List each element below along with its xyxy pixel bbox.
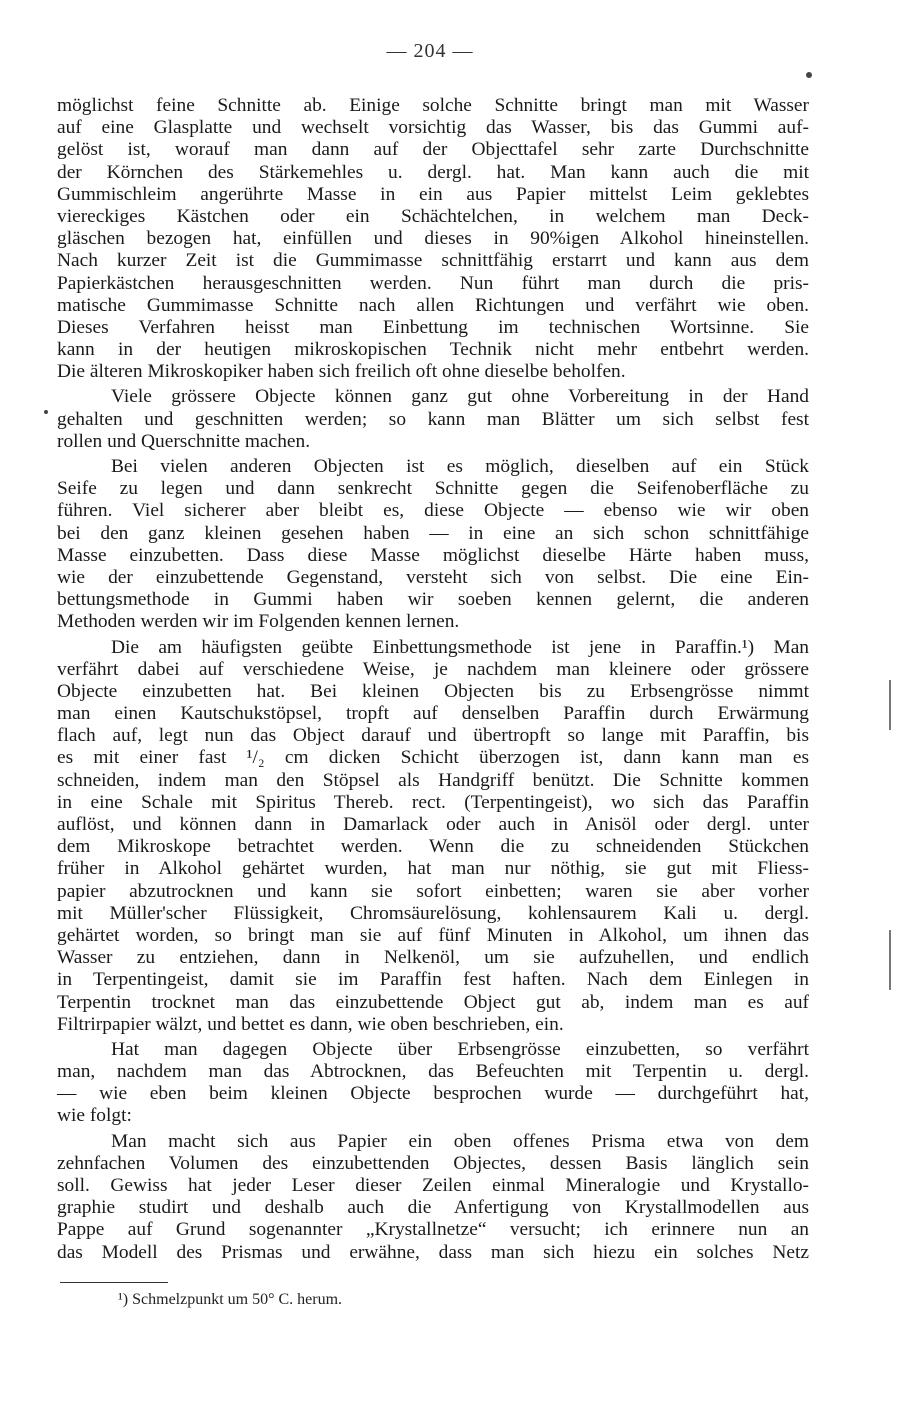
text-line: graphie studirt und deshalb auch die Anfertigung von Krystallmodellen aus [57, 1197, 809, 1219]
text-line: viereckiges Kästchen oder ein Schächtelchen, in welchem man Deck- [57, 205, 809, 227]
text-line: Filtrirpapier wälzt, und bettet es dann, wie oben beschrieben, ein. [57, 1013, 564, 1035]
text-line: Viele grössere Objecte können ganz gut ohne Vorbereitung in der Hand [111, 386, 809, 408]
text-line: Die am häufigsten geübte Einbettungsmethode ist jene in Paraffin.¹) Man [111, 636, 809, 658]
text-line: auflöst, und können dann in Damarlack oder auch in Anisöl oder dergl. unter [57, 814, 809, 835]
text-line: Die älteren Mikroskopiker haben sich freilich oft ohne dieselbe beholfen. [57, 361, 626, 383]
text-line: Hat man dagegen Objecte über Erbsengrösse einzubetten, so verfährt [111, 1038, 809, 1060]
text-line: bei den ganz kleinen gesehen haben — in eine an sich schon schnittfähige [57, 522, 809, 544]
text-line: es mit einer fast ¹/₂ cm dicken Schicht überzogen ist, dann kann man es [57, 747, 809, 769]
text-line: wie folgt: [57, 1105, 132, 1127]
text-line: matische Gummimasse Schnitte nach allen Richtungen und verfährt wie oben. [57, 294, 809, 316]
text-line: auf eine Glasplatte und wechselt vorsichtig das Wasser, bis das Gummi auf- [57, 117, 809, 139]
margin-mark [889, 930, 891, 990]
text-line: mit Müller'scher Flüssigkeit, Chromsäurelösung, kohlensaurem Kali u. dergl. [57, 902, 809, 924]
text-line: Dieses Verfahren heisst man Einbettung im technischen Wortsinne. Sie [57, 316, 809, 338]
text-line: Pappe auf Grund sogenannter „Krystallnetze“ versucht; ich erinnere nun an [57, 1219, 809, 1241]
text-line: in eine Schale mit Spiritus Thereb. rect. (Terpentingeist), wo sich das Paraffin [57, 791, 809, 813]
text-line: das Modell des Prismas und erwähne, dass man sich hiezu ein solches Netz [57, 1241, 809, 1263]
ink-speck [806, 72, 812, 78]
text-line: zehnfachen Volumen des einzubettenden Objectes, dessen Basis länglich sein [57, 1152, 809, 1174]
text-line: der Körnchen des Stärkemehles u. dergl. hat. Man kann auch die mit [57, 161, 809, 183]
text-line: Methoden werden wir im Folgenden kennen lernen. [57, 611, 460, 633]
text-line: früher in Alkohol gehärtet wurden, hat man nur nöthig, sie gut mit Fliess- [57, 858, 809, 880]
text-line: Papierkästchen herausgeschnitten werden. Nun führt man durch die pris- [57, 272, 809, 294]
text-line: dem Mikroskope betrachtet werden. Wenn die zu schneidenden Stückchen [57, 836, 809, 858]
text-line: führen. Viel sicherer aber bleibt es, diese Objecte — ebenso wie wir oben [57, 500, 809, 522]
text-line: in Terpentingeist, damit sie im Paraffin fest haften. Nach dem Einlegen in [57, 969, 809, 991]
text-line: papier abzutrocknen und kann sie sofort einbetten; waren sie aber vorher [57, 880, 809, 902]
footnote: ¹) Schmelzpunkt um 50° C. herum. [118, 1291, 343, 1308]
text-line: rollen und Querschnitte machen. [57, 430, 311, 452]
text-line: gelöst ist, worauf man dann auf der Objecttafel sehr zarte Durchschnitte [57, 139, 809, 161]
text-line: möglichst feine Schnitte ab. Einige solche Schnitte bringt man mit Wasser [57, 95, 809, 116]
text-line: Nach kurzer Zeit ist die Gummimasse schnittfähig erstarrt und kann aus dem [57, 250, 809, 272]
text-line: man, nachdem man das Abtrocknen, das Befeuchten mit Terpentin u. dergl. [57, 1061, 809, 1083]
text-line: flach auf, legt nun das Object darauf und übertropft so lange mit Paraffin, bis [57, 725, 809, 747]
page-number: — 204 — [386, 40, 474, 62]
margin-mark [889, 680, 891, 730]
text-line: Gummischleim angerührte Masse in ein aus Papier mittelst Leim geklebtes [57, 183, 809, 205]
text-line: wie der einzubettende Gegenstand, versteht sich von selbst. Die eine Ein- [57, 566, 809, 588]
text-line: — wie eben beim kleinen Objecte besprochen wurde — durchgeführt hat, [57, 1083, 809, 1105]
text-line: bettungsmethode in Gummi haben wir soeben kennen gelernt, die anderen [57, 589, 809, 611]
text-line: gehärtet worden, so bringt man sie auf fünf Minuten in Alkohol, um ihnen das [57, 924, 809, 946]
footnote-rule [60, 1282, 168, 1283]
text-line: schneiden, indem man den Stöpsel als Handgriff benützt. Die Schnitte kommen [57, 769, 809, 791]
text-line: Wasser zu entziehen, dann in Nelkenöl, um sie aufzuhellen, und endlich [57, 947, 809, 969]
text-line: gehalten und geschnitten werden; so kann man Blätter um sich selbst fest [57, 408, 809, 430]
text-line: Bei vielen anderen Objecten ist es möglich, dieselben auf ein Stück [111, 456, 809, 477]
text-line: man einen Kautschukstöpsel, tropft auf denselben Paraffin durch Erwärmung [57, 703, 809, 725]
text-line: kann in der heutigen mikroskopischen Technik nicht mehr entbehrt werden. [57, 339, 809, 361]
body-text [57, 95, 809, 1264]
text-line: gläschen bezogen hat, einfüllen und dieses in 90%igen Alkohol hineinstellen. [57, 228, 809, 250]
text-line: Masse einzubetten. Dass diese Masse möglichst dieselbe Härte haben muss, [57, 544, 809, 566]
text-line: Objecte einzubetten hat. Bei kleinen Objecten bis zu Erbsengrösse nimmt [57, 680, 809, 702]
ink-speck [44, 410, 48, 414]
text-line: soll. Gewiss hat jeder Leser dieser Zeilen einmal Mineralogie und Krystallo- [57, 1175, 809, 1196]
text-line: Man macht sich aus Papier ein oben offenes Prisma etwa von dem [111, 1130, 809, 1152]
text-line: Seife zu legen und dann senkrecht Schnitte gegen die Seifenoberfläche zu [57, 478, 809, 500]
text-line: Terpentin trocknet man das einzubettende Object gut ab, indem man es auf [57, 991, 809, 1013]
text-line: verfährt dabei auf verschiedene Weise, je nachdem man kleinere oder grössere [57, 658, 809, 680]
